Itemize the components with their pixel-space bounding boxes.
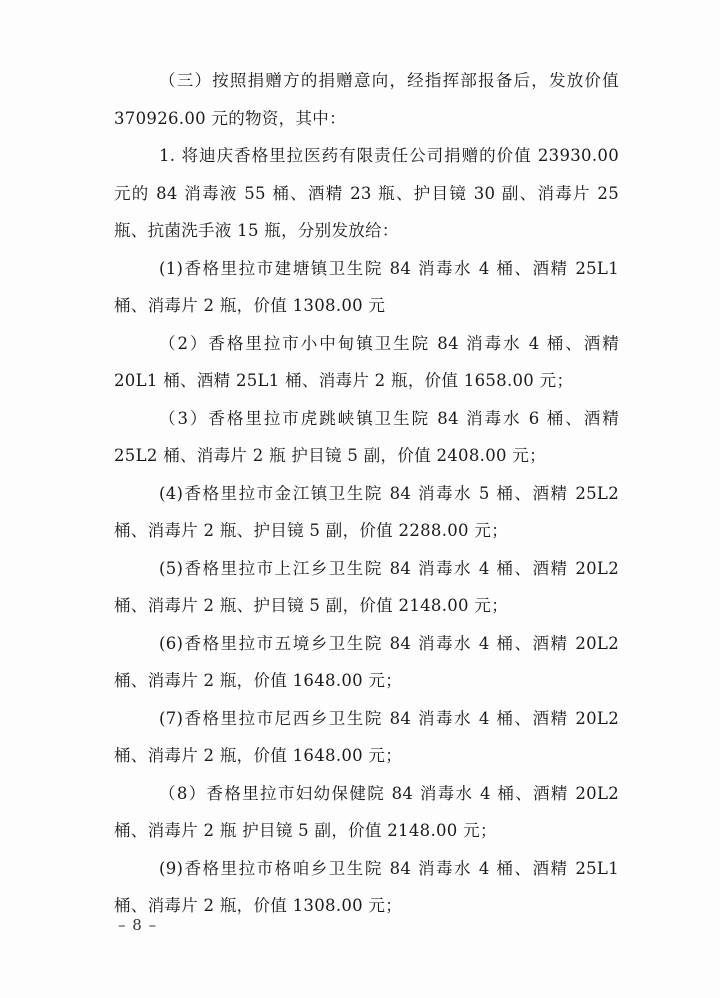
paragraph-section-3-intro: （三）按照捐赠方的捐赠意向，经指挥部报备后，发放价值 370926.00 元的物资，其中： <box>114 71 619 128</box>
paragraph-entry-6: (6)香格里拉市五境乡卫生院 84 消毒水 4 桶、酒精 20L2 桶、消毒片 2 瓶，价值 1648.00 元； <box>114 633 619 690</box>
page-number: – 8 – <box>118 916 158 934</box>
paragraph-entry-7: (7)香格里拉市尼西乡卫生院 84 消毒水 4 桶、酒精 20L2 桶、消毒片 2 瓶，价值 1648.00 元； <box>114 708 619 765</box>
paragraph-entry-3: （3）香格里拉市虎跳峡镇卫生院 84 消毒水 6 桶、酒精 25L2 桶、消毒片 2 瓶 护目镜 5 副，价值 2408.00 元； <box>114 408 619 465</box>
paragraph-entry-5: (5)香格里拉市上江乡卫生院 84 消毒水 4 桶、酒精 20L2 桶、消毒片 2 瓶、护目镜 5 副，价值 2148.00 元； <box>114 558 619 615</box>
paragraph-entry-9: (9)香格里拉市格咱乡卫生院 84 消毒水 4 桶、酒精 25L1 桶、消毒片 2 瓶，价值 1308.00 元； <box>114 858 619 915</box>
paragraph-entry-2: （2）香格里拉市小中甸镇卫生院 84 消毒水 4 桶、酒精 20L1 桶、酒精 25L1 桶、消毒片 2 瓶，价值 1658.00 元； <box>114 333 619 390</box>
paragraph-entry-8: （8）香格里拉市妇幼保健院 84 消毒水 4 桶、酒精 20L2 桶、消毒片 2 瓶 护目镜 5 副，价值 2148.00 元； <box>114 783 619 840</box>
paragraph-item-1-intro: 1. 将迪庆香格里拉医药有限责任公司捐赠的价值 23930.00 元的 84 消毒液 55 桶、酒精 23 瓶、护目镜 30 副、消毒片 25 瓶、抗菌洗手液 15 瓶，分别发放给： <box>114 146 619 240</box>
paragraph-entry-1: (1)香格里拉市建塘镇卫生院 84 消毒水 4 桶、酒精 25L1 桶、消毒片 2 瓶，价值 1308.00 元 <box>114 258 619 315</box>
paragraph-entry-4: (4)香格里拉市金江镇卫生院 84 消毒水 5 桶、酒精 25L2 桶、消毒片 2 瓶、护目镜 5 副，价值 2288.00 元； <box>114 483 619 540</box>
document-body <box>114 62 619 925</box>
